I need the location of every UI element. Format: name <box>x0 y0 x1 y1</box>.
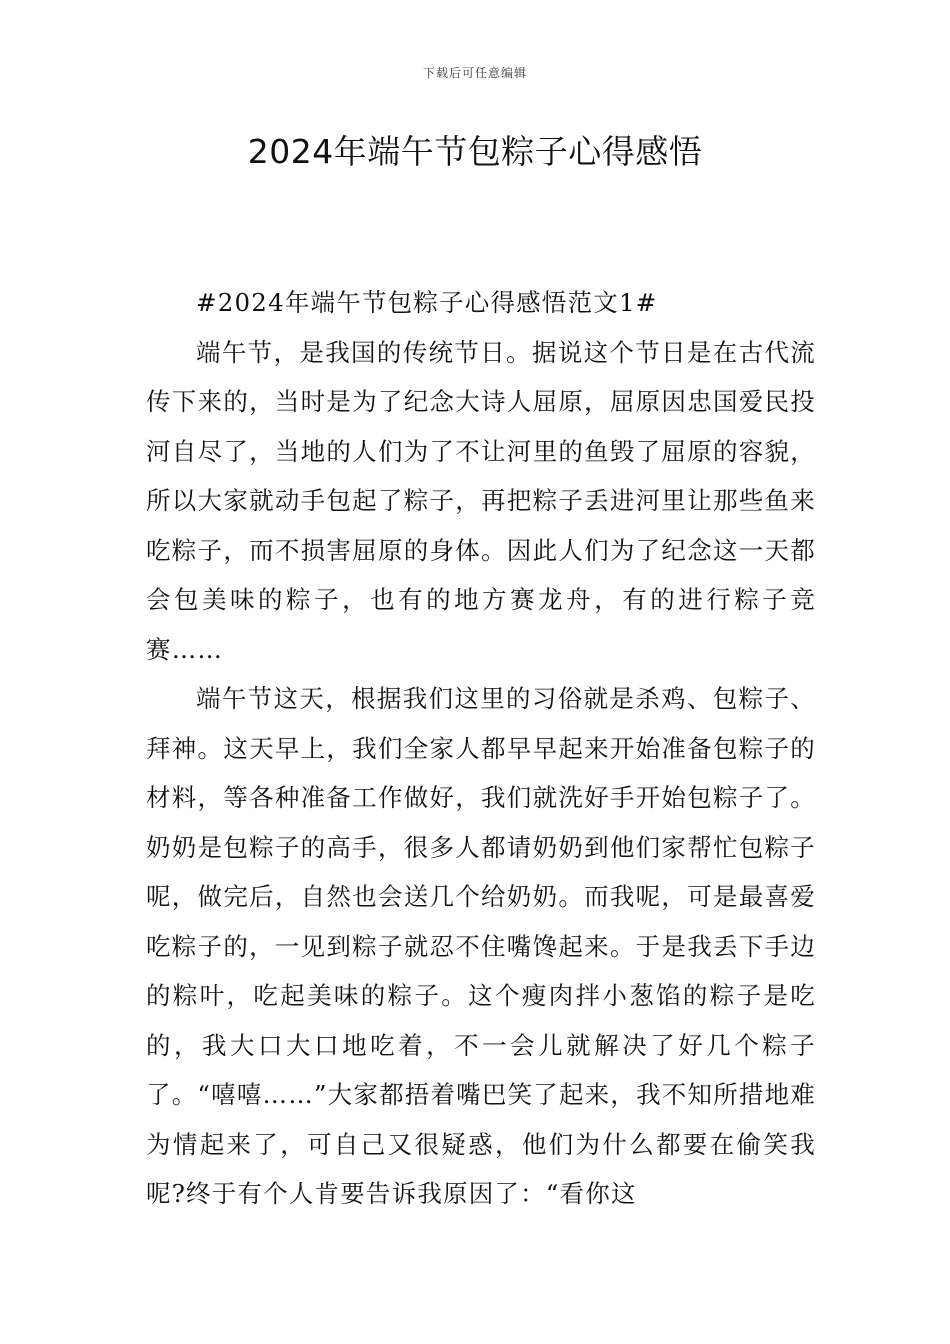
paragraph-2: 端午节这天，根据我们这里的习俗就是杀鸡、包粽子、拜神。这天早上，我们全家人都早早起来开始准备包粽子的材料，等各种准备工作做好，我们就洗好手开始包粽子了。奶奶是包粽子的高手，很多人都请奶奶到他们家帮忙包粽子呢，做完后，自然也会送几个给奶奶。而我呢，可是最喜爱吃粽子的，一见到粽子就忍不住嘴馋起来。于是我丢下手边的粽叶，吃起美味的粽子。这个瘦肉拌小葱馅的粽子是吃的，我大口大口地吃着，不一会儿就解决了好几个粽子了。“嘻嘻……”大家都捂着嘴巴笑了起来，我不知所措地难为情起来了，可自己又很疑惑，他们为什么都要在偷笑我呢?终于有个人肯要告诉我原因了：“看你这 <box>146 684 816 1208</box>
paragraph-1: 端午节，是我国的传统节日。据说这个节日是在古代流传下来的，当时是为了纪念大诗人屈原，屈原因忠国爱民投河自尽了，当地的人们为了不让河里的鱼毁了屈原的容貌，所以大家就动手包起了粽子，再把粽子丢进河里让那些鱼来吃粽子，而不损害屈原的身体。因此人们为了纪念这一天都会包美味的粽子，也有的地方赛龙舟，有的进行粽子竞赛…… <box>146 337 816 664</box>
header-note: 下载后可任意编辑 <box>422 66 527 80</box>
section-heading: #2024年端午节包粽子心得感悟范文1# <box>196 288 658 317</box>
document-title: 2024年端午节包粽子心得感悟 <box>247 132 703 171</box>
document-body <box>146 278 816 1219</box>
